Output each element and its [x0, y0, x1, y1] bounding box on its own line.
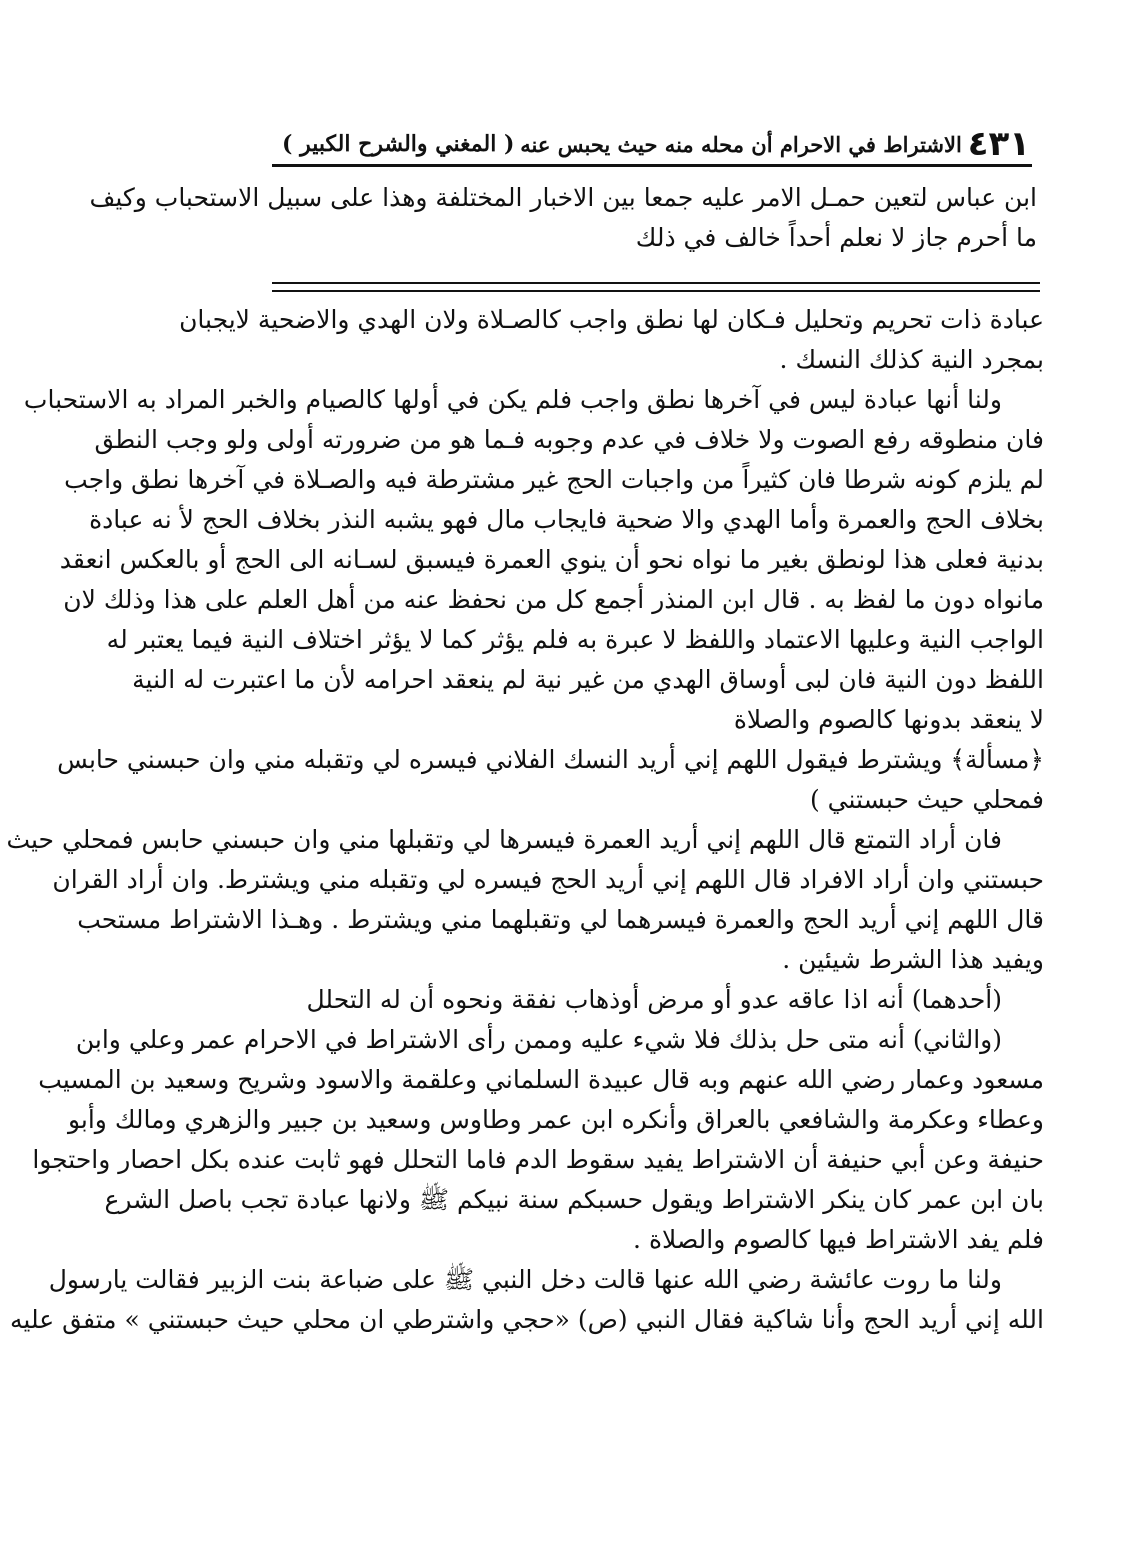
- text-line: بدنية فعلى هذا لونطق بغير ما نواه نحو أن ينوي العمرة فيسبق لسـانه الى الحج أو بالعكس انعقد: [59, 545, 1044, 574]
- text-line: وعطاء وعكرمة والشافعي بالعراق وأنكره ابن عمر وطاوس وسعيد بن جبير والزهري ومالك وأبو: [67, 1105, 1044, 1134]
- text-line: قال اللهم إني أريد الحج والعمرة فيسرهما لي وتقبلهما مني ويشترط . وهـذا الاشتراط مستحب: [77, 905, 1044, 934]
- text-line: ولنا أنها عبادة ليس في آخرها نطق واجب فلم يكن في أولها كالصيام والخبر المراد به الاستحباب: [23, 385, 1002, 414]
- text-line: حبستني وان أراد الافراد قال اللهم إني أريد الحج فيسره لي وتقبله مني ويشترط. وان أراد القران: [52, 865, 1044, 894]
- text-line: فان منطوقه رفع الصوت ولا خلاف في عدم وجوبه فـما هو من ضرورته أولى ولو وجب النطق: [94, 425, 1044, 454]
- page-header: [282, 122, 1030, 166]
- text-line: ويفيد هذا الشرط شيئين .: [782, 945, 1044, 974]
- book-title: ( المغني والشرح الكبير ): [282, 131, 515, 157]
- text-line: ما أحرم جاز لا نعلم أحداً خالف في ذلك: [635, 223, 1037, 252]
- text-line: بخلاف الحج والعمرة وأما الهدي والا ضحية فايجاب مال فهو يشبه النذر بخلاف الحج لأ نه عبادة: [89, 505, 1044, 534]
- section-title: الاشتراط في الاحرام أن محله منه حيث يحبس عنه: [520, 131, 962, 157]
- text-line: فان أراد التمتع قال اللهم إني أريد العمرة فيسرها لي وتقبلها مني وان حبسني حابس فمحلي حيث: [6, 825, 1002, 854]
- header-divider: [272, 164, 1032, 167]
- text-line: ولنا ما روت عائشة رضي الله عنها قالت دخل النبي ﷺ على ضباعة بنت الزبير فقالت يارسول: [48, 1265, 1002, 1294]
- issue-heading-line: ﴿مسألة﴾ ويشترط فيقول اللهم إني أريد النسك الفلاني فيسره لي وتقبله مني وان حبسني حابس: [57, 745, 1044, 774]
- text-line: مانواه دون ما لفظ به . قال ابن المنذر أجمع كل من نحفظ عنه من أهل العلم على هذا وذلك لان: [63, 585, 1044, 614]
- main-commentary: [6, 300, 1044, 1340]
- page-number: ٤٣١: [967, 124, 1030, 164]
- text-line: فمحلي حيث حبستني ): [809, 785, 1044, 814]
- text-line: الواجب النية وعليها الاعتماد واللفظ لا عبرة به فلم يؤثر كما لا يؤثر اختلاف النية فيما يعتبر له: [106, 625, 1044, 654]
- text-line: لا ينعقد بدونها كالصوم والصلاة: [733, 705, 1044, 734]
- text-line: (والثاني) أنه متى حل بذلك فلا شيء عليه وممن رأى الاشتراط في الاحرام عمر وعلي وابن: [75, 1025, 1002, 1054]
- section-divider: [272, 282, 1040, 292]
- text-line: بان ابن عمر كان ينكر الاشتراط ويقول حسبكم سنة نبيكم ﷺ ولانها عبادة تجب باصل الشرع: [104, 1185, 1044, 1214]
- text-line: حنيفة وعن أبي حنيفة أن الاشتراط يفيد سقوط الدم فاما التحلل فهو ثابت عنده بكل احصار واحتجوا: [32, 1145, 1044, 1174]
- text-line: لم يلزم كونه شرطا فان كثيراً من واجبات الحج غير مشترطة فيه والصـلاة في آخرها نطق واجب: [64, 465, 1044, 494]
- text-line: بمجرد النية كذلك النسك .: [779, 345, 1044, 374]
- text-line: مسعود وعمار رضي الله عنهم وبه قال عبيدة السلماني وعلقمة والاسود وشريح وسعيد بن المسيب: [38, 1065, 1044, 1094]
- text-line: ابن عباس لتعين حمـل الامر عليه جمعا بين الاخبار المختلفة وهذا على سبيل الاستحباب وكيف: [89, 183, 1037, 212]
- text-line: اللفظ دون النية فان لبى أوساق الهدي من غير نية لم ينعقد احرامه لأن ما اعتبرت له النية: [132, 665, 1044, 694]
- text-line: (أحدهما) أنه اذا عاقه عدو أو مرض أوذهاب نفقة ونحوه أن له التحلل: [306, 985, 1002, 1014]
- text-line: فلم يفد الاشتراط فيها كالصوم والصلاة .: [633, 1225, 1044, 1254]
- text-line: الله إني أريد الحج وأنا شاكية فقال النبي (ص) «حجي واشترطي ان محلي حيث حبستني » متفق عليه: [10, 1305, 1044, 1334]
- text-line: عبادة ذات تحريم وتحليل فـكان لها نطق واجب كالصـلاة ولان الهدي والاضحية لايجبان: [179, 305, 1044, 334]
- upper-commentary: [89, 178, 1037, 258]
